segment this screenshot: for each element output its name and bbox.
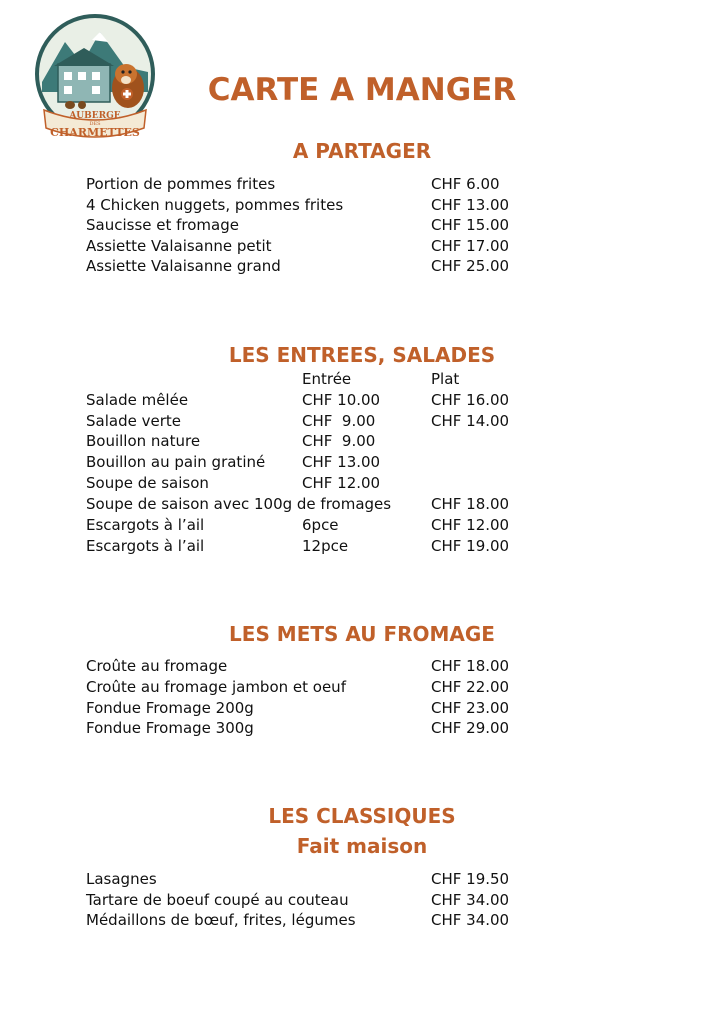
menu-item: Assiette Valaisanne petit CHF 17.00	[86, 237, 510, 255]
col-header-entree: Entrée	[302, 370, 352, 388]
menu-item: Escargots à l’ail 6pce CHF 12.00	[86, 516, 510, 534]
menu-item: Croûte au fromage CHF 18.00	[86, 657, 510, 675]
menu-item: Soupe de saison CHF 12.00	[86, 474, 381, 492]
menu-item: Fondue Fromage 300g CHF 29.00	[86, 719, 510, 737]
menu-item: Soupe de saison avec 100g de fromages CHF 18.00	[86, 495, 510, 513]
menu-item: Salade verte CHF 9.00 CHF 14.00	[86, 412, 510, 430]
col-header-plat: Plat	[431, 370, 460, 388]
page-title: CARTE A MANGER	[207, 72, 517, 108]
menu-item: Escargots à l’ail 12pce CHF 19.00	[86, 537, 510, 555]
column-headers	[86, 369, 646, 390]
logo-text-1: AUBERGE	[69, 111, 121, 121]
section-subtitle-fait-maison: Fait maison	[296, 834, 428, 858]
menu-item: Bouillon nature CHF 9.00	[86, 432, 376, 450]
menu-item: Salade mêlée CHF 10.00 CHF 16.00	[86, 391, 510, 409]
logo-text-3: CHARMETTES	[50, 126, 140, 139]
menu-item: Portion de pommes frites CHF 6.00	[86, 175, 500, 193]
section-title-entrees: LES ENTREES, SALADES	[228, 343, 496, 367]
section-title-fromage: LES METS AU FROMAGE	[229, 622, 495, 646]
logo-text-2: DES	[89, 121, 101, 127]
menu-item: Saucisse et fromage CHF 15.00	[86, 216, 510, 234]
menu-item: Médaillons de bœuf, frites, légumes CHF 34.00	[86, 911, 510, 929]
menu-item: Bouillon au pain gratiné CHF 13.00	[86, 453, 381, 471]
menu-item: Assiette Valaisanne grand CHF 25.00	[86, 257, 510, 275]
menu-item: Lasagnes CHF 19.50	[86, 870, 510, 888]
section-title-classiques: LES CLASSIQUES	[268, 804, 456, 828]
menu-item: 4 Chicken nuggets, pommes frites CHF 13.00	[86, 196, 510, 214]
menu-item: Tartare de boeuf coupé au couteau CHF 34.00	[86, 891, 510, 909]
menu-item: Croûte au fromage jambon et oeuf CHF 22.00	[86, 678, 510, 696]
menu-item: Fondue Fromage 200g CHF 23.00	[86, 699, 510, 717]
section-title-partager: A PARTAGER	[292, 139, 432, 163]
